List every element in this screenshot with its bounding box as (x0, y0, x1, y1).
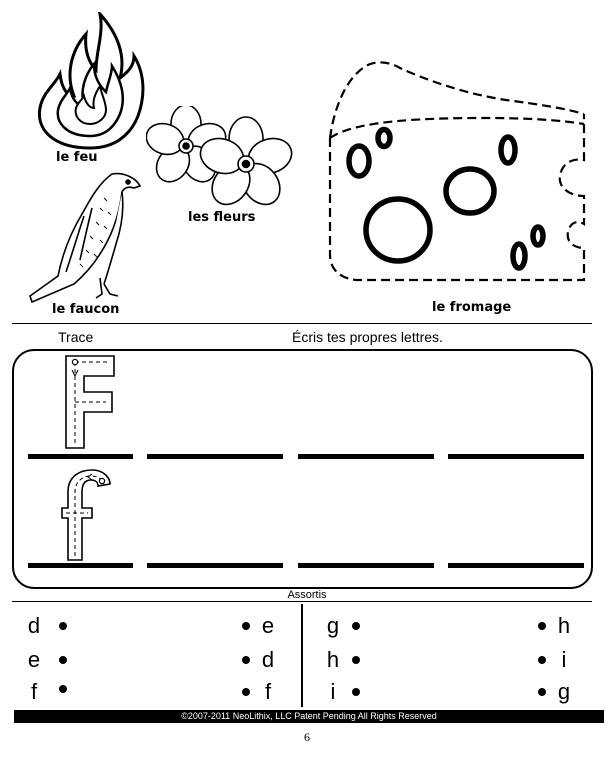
match-dot[interactable] (352, 688, 360, 696)
writing-line[interactable] (28, 454, 133, 459)
match-dot[interactable] (538, 688, 546, 696)
match-dot[interactable] (242, 622, 250, 630)
matching-center-divider (301, 604, 303, 707)
match-letter: e (27, 647, 41, 672)
match-letter: i (330, 679, 336, 704)
section-divider (12, 323, 592, 324)
match-dot[interactable] (59, 622, 67, 630)
page-number: 6 (304, 730, 310, 744)
flowers-label: les fleurs (188, 210, 256, 225)
match-letter: g (557, 679, 571, 704)
falcon-label: le faucon (52, 302, 120, 317)
match-letter: d (261, 647, 275, 672)
match-letter: h (326, 647, 340, 672)
match-letter: g (326, 613, 340, 638)
match-dot[interactable] (352, 622, 360, 630)
fire-label: le feu (56, 150, 98, 165)
flowers-illustration (146, 106, 298, 210)
writing-line[interactable] (147, 563, 283, 568)
matching-title: Assortis (287, 589, 327, 601)
copyright-bar: ©2007-2011 NeoLithix, LLC Patent Pending All Rights Reserved (14, 710, 604, 723)
writing-line[interactable] (28, 563, 133, 568)
match-letter: e (261, 613, 275, 638)
match-dot[interactable] (352, 656, 360, 664)
writing-line[interactable] (448, 454, 584, 459)
match-dot[interactable] (242, 656, 250, 664)
write-own-heading: Écris tes propres lettres. (292, 329, 443, 345)
cheese-label: le fromage (432, 300, 512, 315)
match-dot[interactable] (538, 622, 546, 630)
writing-line[interactable] (298, 454, 434, 459)
writing-line[interactable] (298, 563, 434, 568)
fire-illustration (34, 12, 146, 150)
match-letter: h (557, 613, 571, 638)
falcon-illustration (24, 168, 146, 304)
writing-line[interactable] (448, 563, 584, 568)
uppercase-trace-letter (62, 352, 120, 452)
match-letter: i (561, 647, 567, 672)
trace-heading: Trace (58, 329, 94, 345)
match-dot[interactable] (59, 656, 67, 664)
match-letter: f (264, 679, 272, 704)
cheese-illustration (316, 58, 592, 294)
match-dot[interactable] (538, 656, 546, 664)
matching-top-rule (12, 601, 592, 602)
match-letter: d (27, 613, 41, 638)
match-dot[interactable] (59, 685, 67, 693)
match-dot[interactable] (242, 688, 250, 696)
lowercase-trace-letter (58, 468, 114, 564)
writing-line[interactable] (147, 454, 283, 459)
match-letter: f (30, 679, 38, 704)
